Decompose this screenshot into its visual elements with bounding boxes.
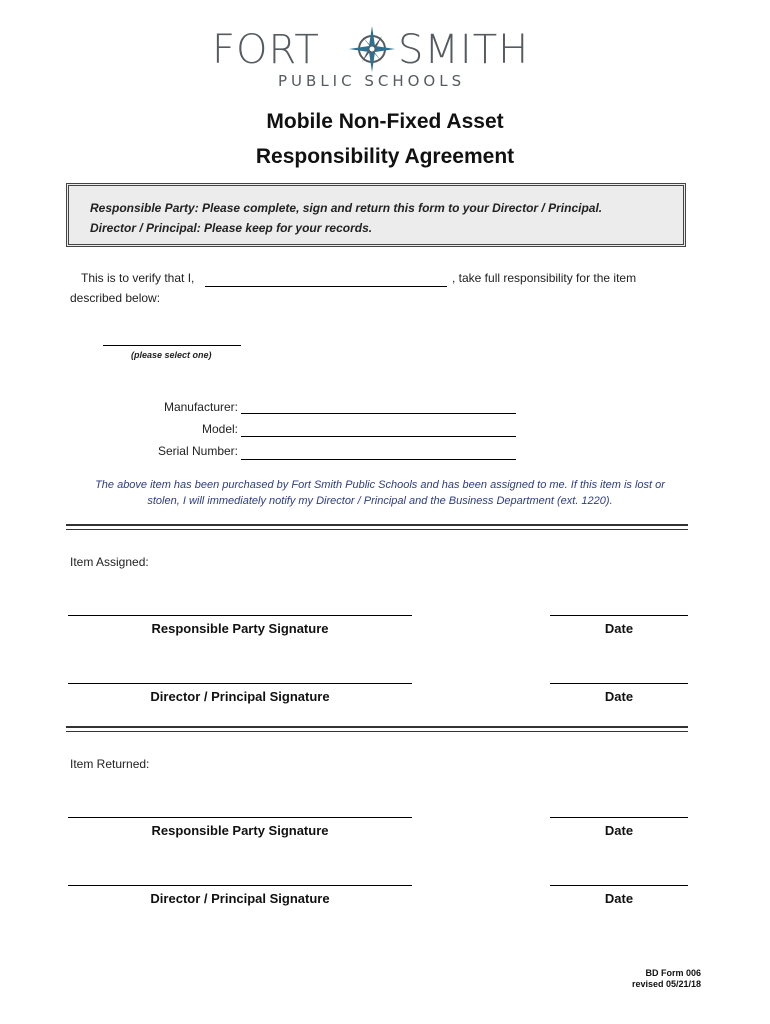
assigned-director-date-label: Date: [604, 689, 634, 704]
instructions-box: [66, 183, 686, 247]
form-number: BD Form 006: [645, 968, 701, 978]
revision-date: revised 05/21/18: [631, 979, 701, 989]
returned-director-signature-label: Director / Principal Signature: [150, 891, 330, 906]
returned-party-date-line[interactable]: [550, 817, 688, 818]
model-label: Model:: [201, 422, 238, 436]
manufacturer-label: Manufacturer:: [163, 400, 238, 414]
returned-director-date-line[interactable]: [550, 885, 688, 886]
returned-director-signature-line[interactable]: [68, 885, 412, 886]
disclaimer-line-1: The above item has been purchased by Fort Smith Public Schools and has been assigned to me. If this item is lost or: [95, 479, 665, 491]
assigned-party-signature-line[interactable]: [68, 615, 412, 616]
logo-word-fort: FORT: [212, 27, 320, 73]
logo-word-smith: SMITH: [398, 27, 530, 73]
name-field-line[interactable]: [205, 286, 447, 287]
returned-director-date-label: Date: [604, 891, 634, 906]
item-type-select-line[interactable]: [103, 345, 241, 346]
section-divider-2: [66, 726, 688, 732]
assigned-party-date-label: Date: [604, 621, 634, 636]
page-title-line-2: Responsibility Agreement: [255, 145, 515, 168]
verify-prefix: This is to verify that I,: [81, 271, 195, 285]
section-divider-1: [66, 524, 688, 530]
serial-number-label: Serial Number:: [157, 444, 238, 458]
model-field-line[interactable]: [241, 436, 516, 437]
page-title-line-1: Mobile Non-Fixed Asset: [266, 110, 504, 133]
returned-party-signature-line[interactable]: [68, 817, 412, 818]
disclaimer-line-2: stolen, I will immediately notify my Director / Principal and the Business Department (ext. 1220).: [147, 495, 613, 507]
assigned-party-date-line[interactable]: [550, 615, 688, 616]
logo-subtitle: PUBLIC SCHOOLS: [278, 72, 466, 90]
manufacturer-field-line[interactable]: [241, 413, 516, 414]
assigned-director-signature-label: Director / Principal Signature: [150, 689, 330, 704]
item-assigned-heading: Item Assigned:: [70, 555, 149, 569]
returned-party-signature-label: Responsible Party Signature: [151, 823, 329, 838]
assigned-party-signature-label: Responsible Party Signature: [151, 621, 329, 636]
verify-line-2: described below:: [70, 291, 161, 305]
logo: [0, 0, 770, 100]
serial-number-field-line[interactable]: [241, 459, 516, 460]
assigned-director-signature-line[interactable]: [68, 683, 412, 684]
select-hint: (please select one): [131, 350, 212, 360]
instructions-line-1: Responsible Party: Please complete, sign and return this form to your Director / Principal.: [90, 201, 603, 215]
item-returned-heading: Item Returned:: [70, 757, 150, 771]
compass-rose-icon: [347, 24, 397, 74]
returned-party-date-label: Date: [604, 823, 634, 838]
assigned-director-date-line[interactable]: [550, 683, 688, 684]
verify-suffix: , take full responsibility for the item: [452, 271, 637, 285]
instructions-line-2: Director / Principal: Please keep for your records.: [90, 221, 373, 235]
